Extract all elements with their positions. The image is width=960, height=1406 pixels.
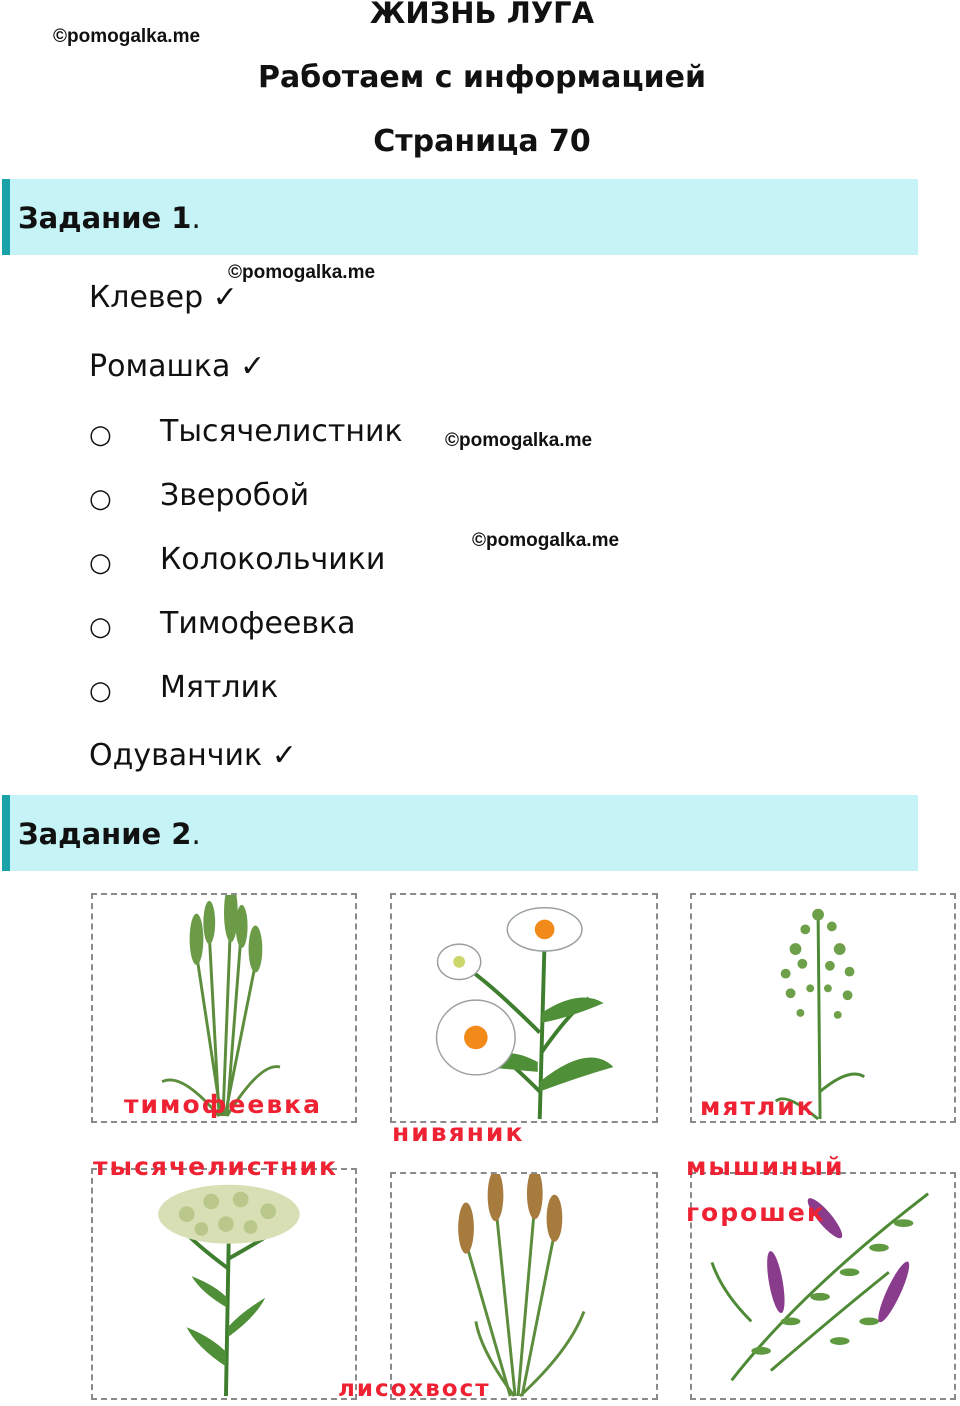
bullet-icon: ○ (89, 420, 112, 450)
plant-card-timofeevka (91, 893, 357, 1123)
bullet-item-tysyachelistnik: Тысячелистник (160, 414, 403, 449)
bullet-item-myatlik: Мятлик (160, 670, 279, 705)
check-mark-icon: ✓ (271, 738, 297, 773)
lisokhvost-illustration (392, 1174, 656, 1398)
bullet-icon: ○ (89, 612, 112, 642)
label-myshiny-line2: горошек (686, 1198, 826, 1227)
checked-item-oduvanchik: Одуванчик ✓ (89, 738, 297, 773)
myatlik-illustration (692, 895, 954, 1121)
watermark-top-left: ©pomogalka.me (53, 26, 201, 47)
task2-heading: Задание 2. (18, 817, 201, 851)
checked-item-romashka: Ромашка ✓ (89, 349, 266, 384)
label-myatlik: мятлик (700, 1092, 816, 1121)
page-subtitle: Работаем с информацией (258, 60, 706, 95)
timofeevka-illustration (93, 895, 355, 1121)
bullet-icon: ○ (89, 676, 112, 706)
task1-heading: Задание 1. (18, 201, 201, 235)
checked-item-klever: Клевер ✓ (89, 280, 238, 315)
bullet-item-kolokolchiki: Колокольчики (160, 542, 386, 577)
check-mark-icon: ✓ (239, 349, 266, 384)
task2-heading-band (2, 795, 918, 871)
watermark-task1-b: ©pomogalka.me (445, 430, 593, 451)
plant-card-tysyachelistnik (91, 1168, 357, 1400)
plant-card-myatlik (690, 893, 956, 1123)
bullet-item-timofeevka: Тимофеевка (160, 606, 356, 641)
watermark-task1-c: ©pomogalka.me (472, 530, 620, 551)
watermark-task1-a: ©pomogalka.me (228, 262, 376, 283)
label-nivyanik: нивяник (392, 1118, 525, 1147)
label-myshiny-line1: мышиный (686, 1152, 845, 1181)
tysyachelistnik-illustration (93, 1170, 355, 1398)
check-mark-icon: ✓ (212, 280, 238, 315)
bullet-icon: ○ (89, 484, 112, 514)
nivyanik-illustration (392, 895, 656, 1121)
page-number-title: Страница 70 (373, 124, 591, 159)
bullet-icon: ○ (89, 548, 112, 578)
label-timofeevka: тимофеевка (124, 1090, 322, 1119)
chapter-title: ЖИЗНЬ ЛУГА (369, 0, 595, 30)
plant-card-nivyanik (390, 893, 658, 1123)
label-tysyachelistnik: тысячелистник (93, 1152, 338, 1181)
plant-card-lisokhvost (390, 1172, 658, 1400)
task1-heading-band (2, 179, 918, 255)
label-lisokhvost: лисохвост (338, 1376, 491, 1402)
bullet-item-zveroboy: Зверобой (160, 478, 310, 513)
